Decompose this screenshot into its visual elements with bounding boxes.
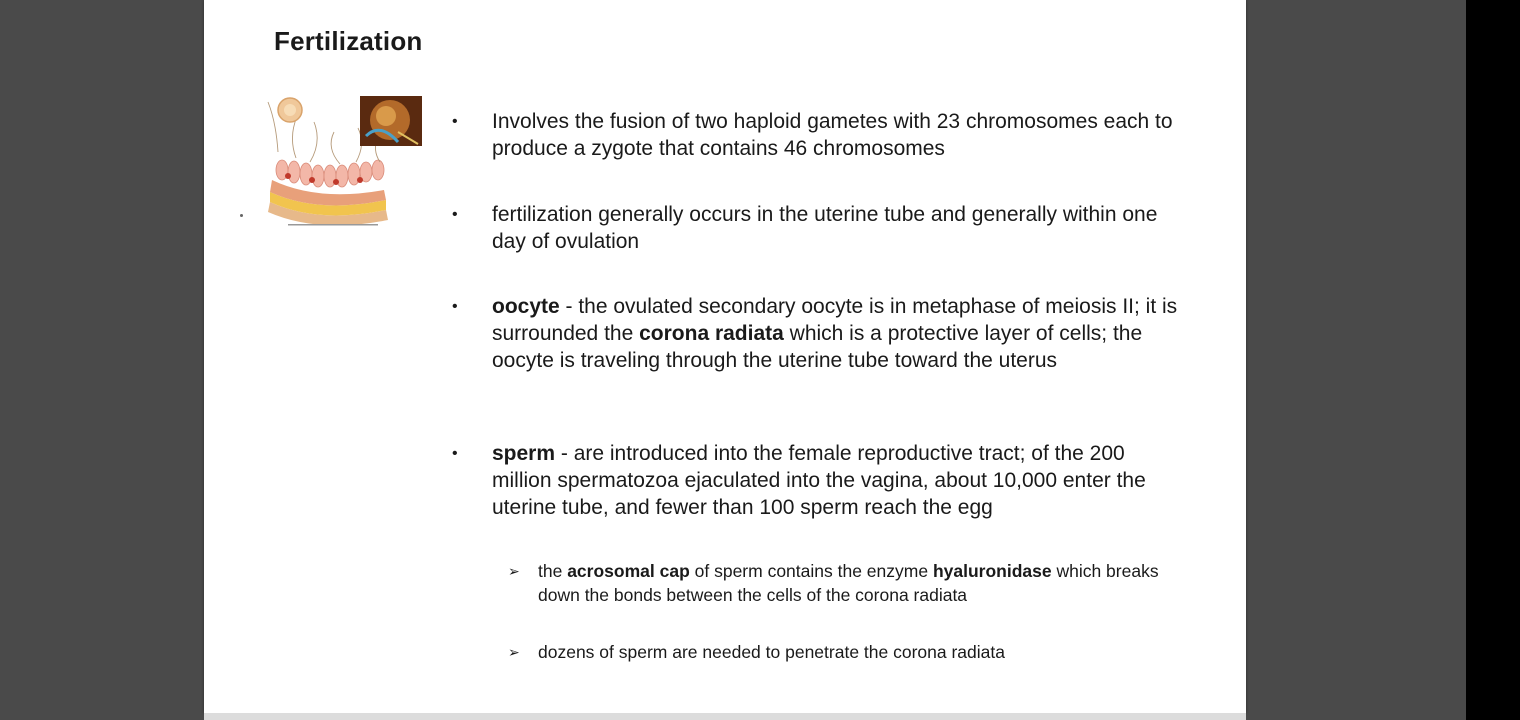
stray-dot [240,214,243,217]
slide-edge [204,713,1246,720]
arrow-bullet-icon: ➢ [508,563,520,579]
bullet-text: fertilization generally occurs in the uterine tube and generally within one day of ovulation [492,203,1158,253]
slide-title: Fertilization [274,26,423,56]
bullet-text: oocyte - the ovulated secondary oocyte is in metaphase of meiosis II; it is surrounded the corona radiata which is a protective layer of cells; the oocyte is traveling through the uterine tube toward the uterus [492,295,1178,372]
arrow-bullet-icon: ➢ [508,644,520,660]
bullet-marker: • [452,445,458,462]
right-side-bar [1466,0,1520,720]
bullet-marker: • [452,206,458,223]
bullet-marker: • [452,113,458,130]
slide-page [204,0,1246,713]
sub-bullet-text: the acrosomal cap of sperm contains the enzyme hyaluronidase which breaks down the bonds between the cells of the corona radiata [538,561,1159,605]
bullet-text: sperm - are introduced into the female reproductive tract; of the 200 million spermatozoa ejaculated into the vagina, about 10,000 enter the uterine tube, and fewer than 100 sperm reach the egg [492,442,1146,519]
bullet-marker: • [452,298,458,315]
fertilization-illustration [248,92,424,232]
sub-bullet-text: dozens of sperm are needed to penetrate the corona radiata [538,642,1005,662]
bullet-text: Involves the fusion of two haploid gametes with 23 chromosomes each to produce a zygote that contains 46 chromosomes [492,110,1173,160]
